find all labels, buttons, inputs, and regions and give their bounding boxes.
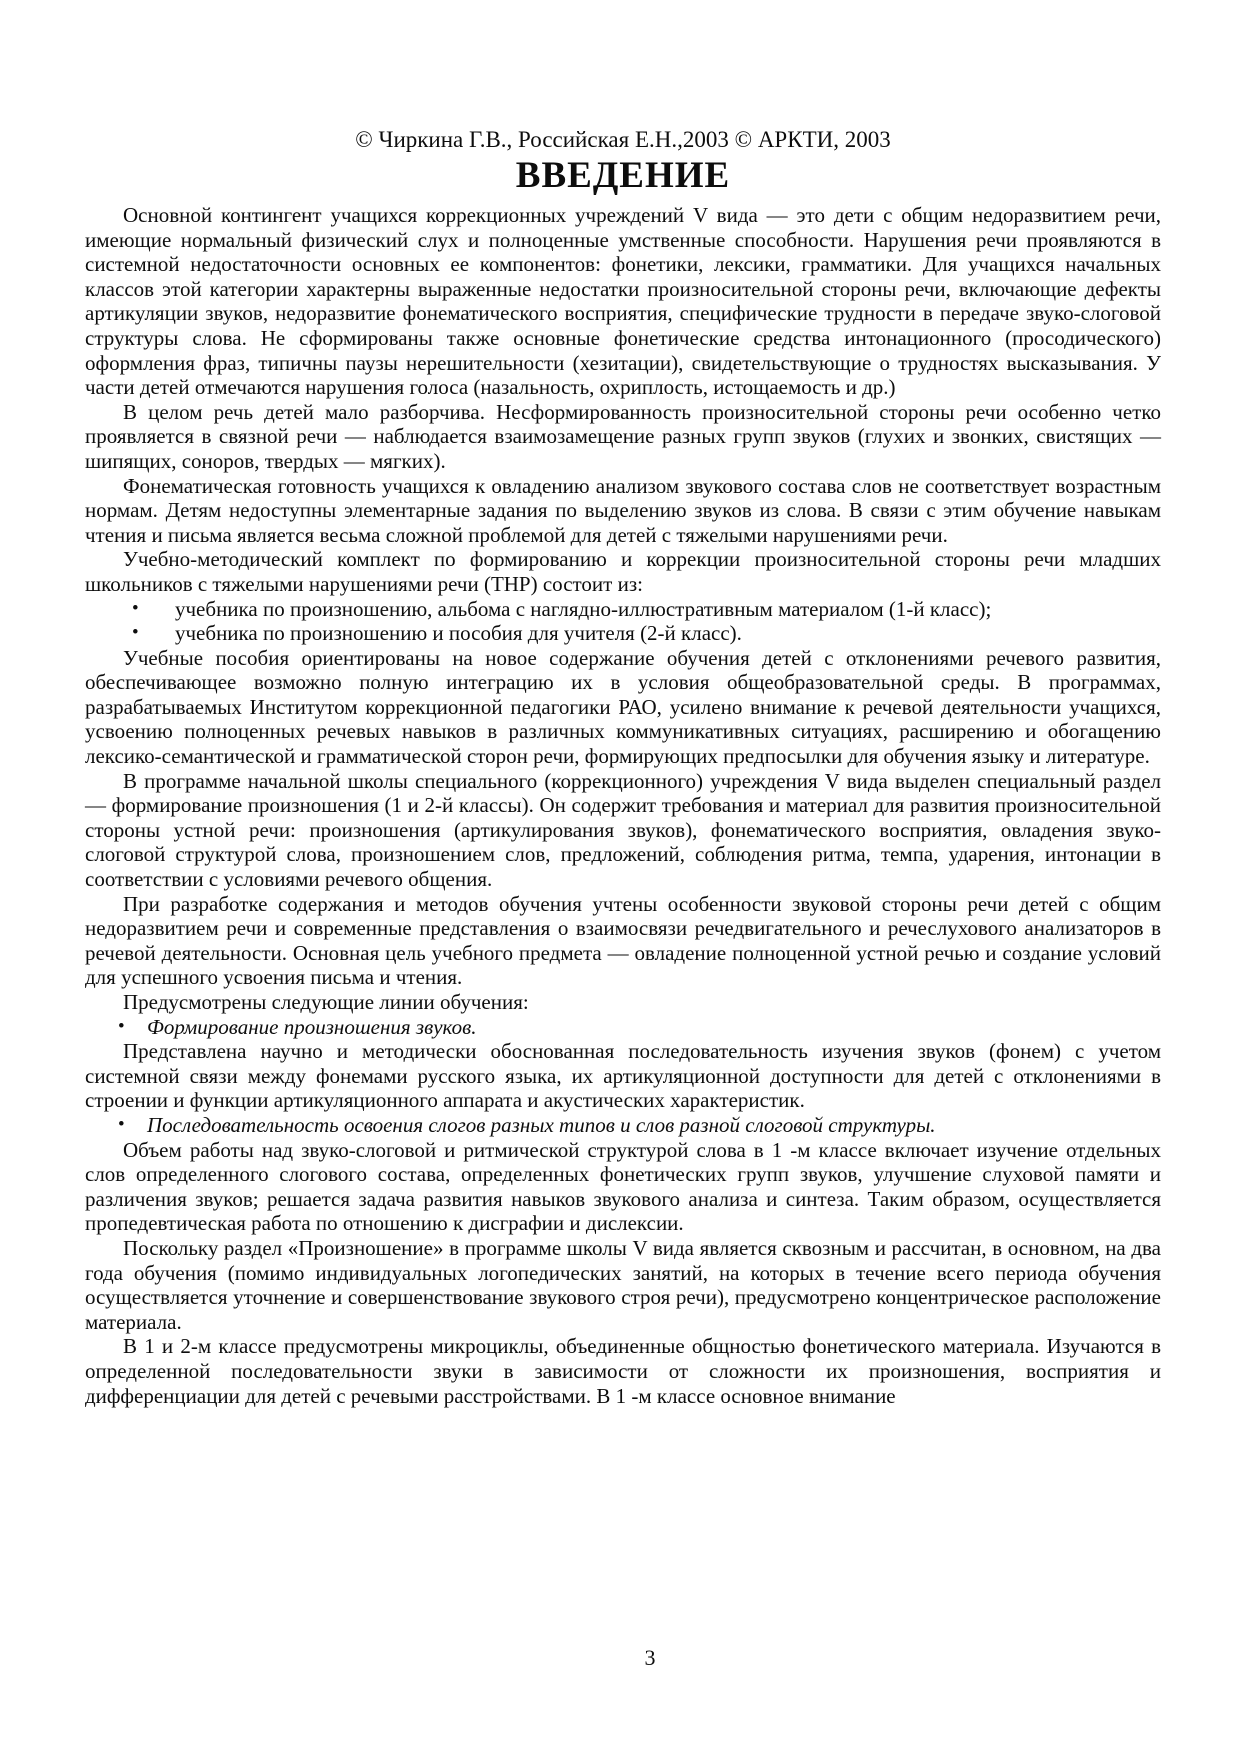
body-text xyxy=(85,203,1161,1408)
bullet-icon: • xyxy=(118,1113,125,1135)
list-item-text: учебника по произношению, альбома с наглядно-иллюстративным материалом (1-й класс); xyxy=(175,596,992,621)
paragraph: В целом речь детей мало разборчива. Несформированность произносительной стороны речи особенно четко проявляется в связной речи — наблюдается взаимозамещение разных групп звуков (глухих и звонких, свистящих — шипящих, соноров, твердых — мягких). xyxy=(85,399,1161,473)
text-column xyxy=(85,126,1161,1408)
bullet-icon: • xyxy=(118,1015,125,1037)
paragraph: Учебные пособия ориентированы на новое содержание обучения детей с отклонениями речевого развития, обеспечивающее возможно полную интеграцию их в условия общеобразовательной среды. В программах, разрабатываемых Институтом коррекционной педагогики РАО, усилено внимание к речевой деятельности учащихся, усвоению полноценных речевых навыков в различных коммуникативных ситуациях, расширению и обогащению лексико-семантической и грамматической сторон речи, формирующих предпосылки для обучения языку и литературе. xyxy=(85,645,1161,769)
copyright-line: © Чиркина Г.В., Российская Е.Н.,2003 © АРКТИ, 2003 xyxy=(355,127,891,152)
page-number: 3 xyxy=(644,1645,656,1670)
page-title: ВВЕДЕНИЕ xyxy=(515,155,731,196)
paragraph: Основной контингент учащихся коррекционных учреждений V вида — это дети с общим недоразвитием речи, имеющие нормальный физический слух и полноценные умственные способности. Нарушения речи проявляются в системной недостаточности основных ее компонентов: фонетики, лексики, грамматики. Для учащихся начальных классов этой категории характерны выраженные недостатки произносительной стороны речи, включающие дефекты артикуляции звуков, недоразвитие фонематического восприятия, специфические трудности в передаче звуко-слоговой структуры слова. Не сформированы также основные фонетические средства интонационного (просодического) оформления фраз, типичны паузы нерешительности (хезитации), свидетельствующие о трудностях высказывания. У части детей отмечаются нарушения голоса (назальность, охриплость, истощаемость и др.) xyxy=(85,203,1161,400)
list-item-text: учебника по произношению и пособия для учителя (2-й класс). xyxy=(175,621,742,646)
paragraph: При разработке содержания и методов обучения учтены особенности звуковой стороны речи детей с общим недоразвитием речи и современные представления о взаимосвязи речедвигательного и речеслухового анализаторов в речевой деятельности. Основная цель учебного предмета — овладение полноценной устной речью и создание условий для успешного усвоения письма и чтения. xyxy=(85,891,1161,990)
paragraph: В 1 и 2-м классе предусмотрены микроциклы, объединенные общностью фонетического материала. Изучаются в определенной последовательности звуки в зависимости от сложности их произношения, восприятия и дифференциации для детей с речевыми расстройствами. В 1 -м классе основное внимание xyxy=(85,1334,1161,1408)
paragraph: Поскольку раздел «Произношение» в программе школы V вида является сквозным и рассчитан, в основном, на два года обучения (помимо индивидуальных логопедических занятий, на которых в течение всего периода обучения осуществляется уточнение и совершенствование звукового строя речи), предусмотрено концентрическое расположение материала. xyxy=(85,1235,1161,1334)
paragraph: В программе начальной школы специального (коррекционного) учреждения V вида выделен специальный раздел — формирование произношения (1 и 2-й классы). Он содержит требования и материал для развития произносительной стороны устной речи: произношения (артикулирования звуков), фонематического восприятия, овладения звуко-слоговой структурой слова, произношением слов, предложений, соблюдения ритма, темпа, ударения, интонации в соответствии с условиями речевого общения. xyxy=(85,768,1161,892)
list-item xyxy=(85,621,1161,646)
list-item-text: Формирование произношения звуков. xyxy=(147,1014,477,1039)
list-item xyxy=(85,1113,1161,1138)
paragraph: Учебно-методический комплект по формированию и коррекции произносительной стороны речи младших школьников с тяжелыми нарушениями речи (ТНР) состоит из: xyxy=(85,547,1161,596)
paragraph: Объем работы над звуко-слоговой и ритмической структурой слова в 1 -м классе включает изучение отдельных слов определенного слогового состава, определенных фонетических групп звуков, улучшение слуховой памяти и различения звуков; решается задача развития навыков звукового анализа и синтеза. Таким образом, осуществляется пропедевтическая работа по отношению к дисграфии и дислексии. xyxy=(85,1137,1161,1236)
paragraph: Предусмотрены следующие линии обучения: xyxy=(123,990,529,1014)
list-item-text: Последовательность освоения слогов разных типов и слов разной слоговой структуры. xyxy=(147,1112,936,1137)
paragraph: Представлена научно и методически обоснованная последовательность изучения звуков (фонем) с учетом системной связи между фонемами русского языка, их артикуляционной доступности для детей с отклонениями в строении и функции артикуляционного аппарата и акустических характеристик. xyxy=(85,1039,1161,1113)
list-item xyxy=(85,1015,1161,1040)
paragraph: Фонематическая готовность учащихся к овладению анализом звукового состава слов не соответствует возрастным нормам. Детям недоступны элементарные задания по выделению звуков из слова. В связи с этим обучение навыкам чтения и письма является весьма сложной проблемой для детей с тяжелыми нарушениями речи. xyxy=(85,473,1161,547)
list-item xyxy=(85,597,1161,622)
bullet-icon: • xyxy=(132,622,139,644)
bullet-icon: • xyxy=(132,597,139,619)
